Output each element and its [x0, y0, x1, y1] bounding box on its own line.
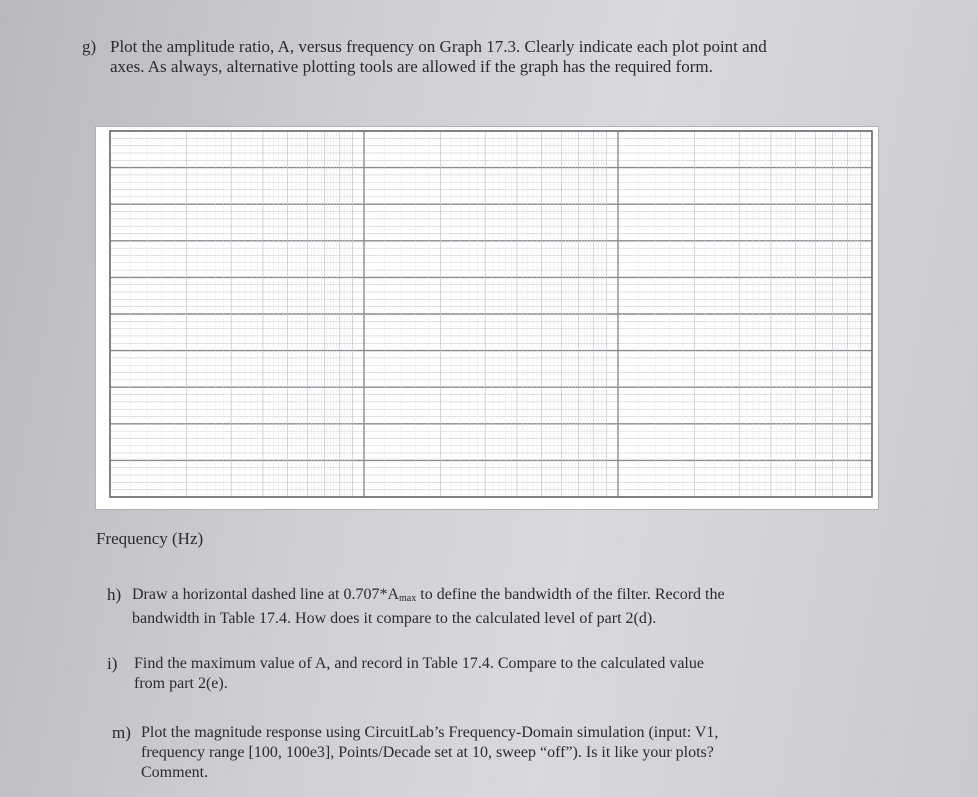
question-i-text — [134, 654, 824, 694]
x-axis-label: Frequency (Hz) — [96, 529, 204, 548]
question-h-line2: bandwidth in Table 17.4. How does it compare to the calculated level of part 2(d). — [132, 610, 657, 627]
question-h-line1-post: to define the bandwidth of the filter. Record the — [416, 586, 725, 603]
question-m-line2: frequency range [100, 100e3], Points/Decade set at 10, sweep “off”). Is it like your plots? — [141, 744, 714, 761]
question-g-label: g) — [82, 37, 97, 56]
log-graph-paper — [96, 127, 878, 509]
question-m-line1: Plot the magnitude response using CircuitLab’s Frequency-Domain simulation (input: V1, — [141, 724, 719, 741]
question-h-line1 — [132, 585, 822, 609]
question-h-subscript: max — [399, 593, 417, 604]
question-h-line1-pre: Draw a horizontal dashed line at 0.707*A — [132, 586, 400, 603]
question-g-text — [110, 37, 880, 77]
question-i-label: i) — [107, 654, 118, 673]
question-g-line1: Plot the amplitude ratio, A, versus frequency on Graph 17.3. Clearly indicate each plot point and — [110, 37, 767, 56]
graph-grid — [96, 127, 878, 509]
question-g-line2: axes. As always, alternative plotting tools are allowed if the graph has the required form. — [110, 57, 713, 76]
question-h-text — [132, 585, 822, 629]
question-i-line2: from part 2(e). — [134, 675, 228, 692]
question-m-text — [141, 723, 831, 783]
question-m-label: m) — [112, 723, 131, 742]
question-m-line3: Comment. — [141, 764, 209, 781]
question-i-line1: Find the maximum value of A, and record in Table 17.4. Compare to the calculated value — [134, 655, 704, 672]
question-h-label: h) — [107, 585, 122, 604]
